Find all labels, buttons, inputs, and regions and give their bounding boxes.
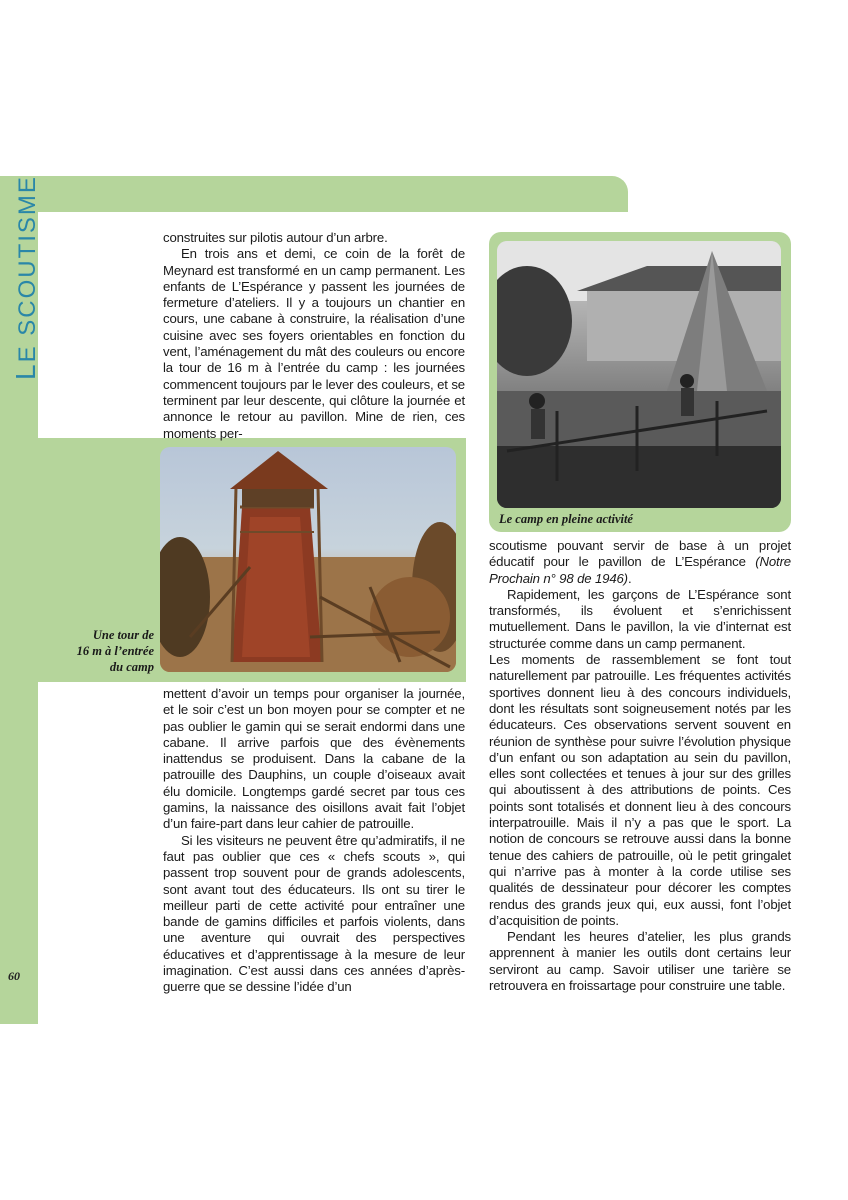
right-column (489, 538, 791, 994)
citation: (Notre Prochain n° 98 de 1946) (489, 554, 791, 586)
page-number: 60 (8, 969, 20, 983)
paragraph: Si les visiteurs ne peuvent être qu’admiratifs, il ne faut pas oublier que ces « chefs scouts », qui passent trop souvent pour de grands adolescents, sont avant tout des éducateurs. Ils ont su tirer le meilleur parti de cette activité pour entraîner une bande de gamins difficiles et parfois violents, dans une aventure qui ouvrait des perspectives éducatives et d’apprentissage à la mesure de leur imagination. C’est aussi dans ces années d’après-guerre que se dessine l’idée d’un (163, 832, 465, 995)
green-frame-top (0, 176, 628, 212)
tower-photo (160, 447, 456, 672)
paragraph: En trois ans et demi, ce coin de la forêt de Meynard est transformé en un camp permanent. Les enfants de L’Espérance y passent les journées de fermeture d’ateliers. Il y a toujours un chantier en cours, une cabane à construire, la réalisation d’une cuisine avec ses foyers orientables en fonction du vent, l’aménagement du mât des couleurs ou encore la tour de 16 m à l’entrée du camp : les journées commencent toujours par le lever des couleurs, et se terminent par leur descente, qui clôture la journée et annonce le retour au pavillon. Mine de rien, ces moments per- (163, 246, 465, 441)
caption-line: Une tour de (92, 628, 154, 642)
paragraph: Rapidement, les garçons de L’Espérance sont transformés, ils évoluent et s’enrichissent mutuellement. Dans le pavillon, la vie d’internat est structurée comme dans un camp permanent. (489, 586, 791, 651)
camp-photo-image (497, 241, 781, 508)
tower-photo-image (160, 447, 456, 672)
camp-photo-caption: Le camp en pleine activité (499, 512, 633, 526)
caption-line: du camp (109, 660, 154, 674)
paragraph: mettent d’avoir un temps pour organiser la journée, et le soir c’est un bon moyen pour se compter et ne pas oublier le gamin qui se serait endormi dans une cabane. Il arrive parfois que des évènements inattendus se produisent. Dans la cabane de la patrouille des Dauphins, un couple d’oiseaux avait élu domicile. Longtemps gardé secret par tous ces gamins, la naissance des oisillons avait fait l’objet d’un faire-part dans leur cahier de patrouille. (163, 686, 465, 832)
paragraph: Pendant les heures d’atelier, les plus grands apprennent à manier les outils dont certains leur serviront au camp. Savoir utiliser une tarière se retrouvera en froissartage pour construire une table. (489, 929, 791, 994)
section-title-rest: E SCOUTISME (14, 175, 41, 363)
section-title-initial: L (10, 362, 41, 380)
paragraph: Les moments de rassemblement se font tout naturellement par patrouille. Les fréquentes activités sportives donnent lieu à des concours individuels, dont les résultats sont soigneusement notés par les éducateurs. Ces observations servent souvent en réunion de synthèse pour suivre l’évolution physique d’un enfant ou son adaptation au sein du pavillon, elles sont collectées et tenues à jour sur des grilles qui aboutissent à des attributions de points. Ces points sont totalisés et donnent lieu à des concours interpatrouille. Mais il n’y a pas que le sport. La notion de concours se retrouve aussi dans la bonne tenue des cahiers de patrouille, où le petit gringalet qui n’arrive pas à monter à la corde utilise ses qualités de dessinateur pour décorer les comptes rendus des grands jeux qui, eux aussi, font l’objet d’acquisition de points. (489, 652, 791, 928)
tower-photo-caption (60, 627, 154, 675)
left-column-bottom (163, 686, 465, 996)
camp-photo (497, 241, 781, 508)
caption-line: 16 m à l’entrée (76, 644, 154, 658)
paragraph-end: . (627, 570, 632, 586)
left-column-top (163, 230, 465, 442)
paragraph-text: scoutisme pouvant servir de base à un projet éducatif pour le pavillon de L’Espérance (489, 538, 791, 570)
section-title (10, 175, 42, 380)
paragraph: construites sur pilotis autour d’un arbre. (163, 230, 388, 245)
paragraph (489, 538, 791, 587)
